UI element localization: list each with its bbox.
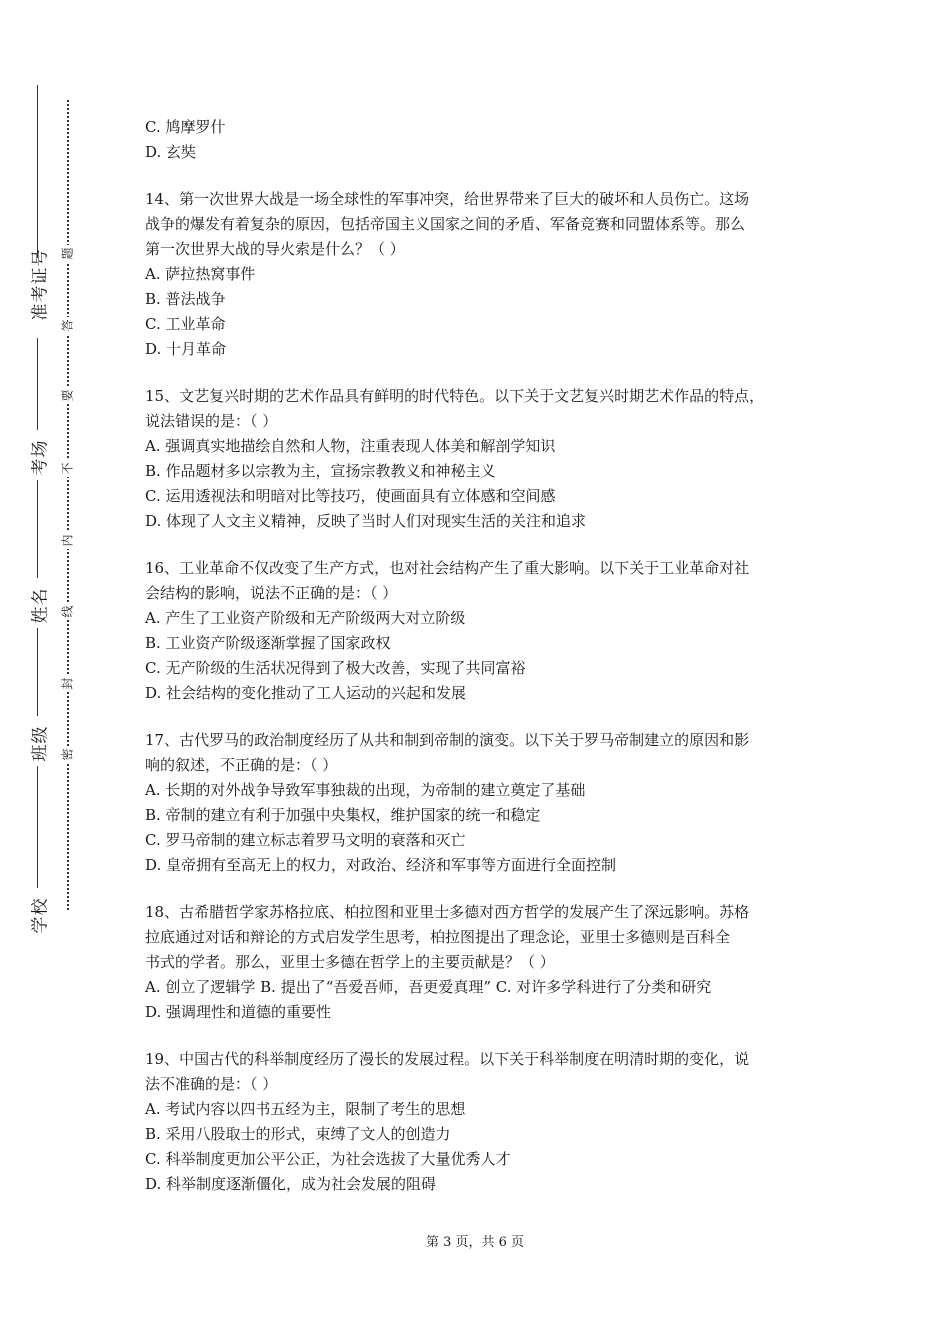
previous-question-options bbox=[145, 115, 825, 165]
seal-dotted-line bbox=[67, 100, 69, 910]
question-content bbox=[145, 115, 825, 1219]
option: A. 创立了逻辑学 B. 提出了“吾爱吾师，吾更爱真理” C. 对许多学科进行了分类和研究 bbox=[145, 978, 712, 996]
option: B. 工业资产阶级逐渐掌握了国家政权 bbox=[145, 634, 391, 652]
option: C. 运用透视法和明暗对比等技巧，使画面具有立体感和空间感 bbox=[145, 487, 556, 505]
question-stem: 响的叙述，不正确的是：（ ） bbox=[145, 756, 338, 774]
question-stem: 书式的学者。那么，亚里士多德在哲学上的主要贡献是？（ ） bbox=[145, 953, 555, 971]
question-stem: 14、第一次世界大战是一场全球性的军事冲突，给世界带来了巨大的破坏和人员伤亡。这场 bbox=[145, 190, 750, 208]
option: C. 科举制度更加公平公正，为社会选拔了大量优秀人才 bbox=[145, 1150, 511, 1168]
school-label: 学校 bbox=[18, 888, 58, 938]
question-17 bbox=[145, 728, 825, 878]
question-stem: 15、文艺复兴时期的艺术作品具有鲜明的时代特色。以下关于文艺复兴时期艺术作品的特点， bbox=[145, 387, 765, 405]
seal-char: 不 bbox=[58, 460, 76, 477]
seal-char: 密 bbox=[58, 746, 76, 763]
seal-char: 线 bbox=[58, 603, 76, 620]
option: B. 帝制的建立有利于加强中央集权，维护国家的统一和稳定 bbox=[145, 806, 541, 824]
option: D. 强调理性和道德的重要性 bbox=[145, 1003, 332, 1021]
question-16 bbox=[145, 556, 825, 706]
binding-line bbox=[37, 85, 38, 925]
seal-char: 封 bbox=[58, 675, 76, 692]
question-stem: 拉底通过对话和辩论的方式启发学生思考，柏拉图提出了理念论，亚里士多德则是百科全 bbox=[145, 928, 731, 946]
question-stem: 法不准确的是：（ ） bbox=[145, 1075, 278, 1093]
seal-char: 题 bbox=[58, 245, 76, 262]
class-label: 班级 bbox=[18, 716, 58, 766]
option: D. 科举制度逐渐僵化，成为社会发展的阻碍 bbox=[145, 1175, 437, 1193]
question-stem: 16、工业革命不仅改变了生产方式，也对社会结构产生了重大影响。以下关于工业革命对社 bbox=[145, 559, 750, 577]
option: B. 作品题材多以宗教为主，宣扬宗教教义和神秘主义 bbox=[145, 462, 496, 480]
seal-char: 内 bbox=[58, 532, 76, 549]
exam-id-label: 准考证号 bbox=[18, 258, 58, 338]
page-footer: 第 3 页，共 6 页 bbox=[425, 1235, 525, 1250]
option: A. 萨拉热窝事件 bbox=[145, 265, 256, 283]
question-14 bbox=[145, 187, 825, 362]
question-stem: 会结构的影响，说法不正确的是：（ ） bbox=[145, 584, 398, 602]
option: D. 体现了人文主义精神，反映了当时人们对现实生活的关注和追求 bbox=[145, 512, 587, 530]
seal-char: 答 bbox=[58, 317, 76, 334]
exam-room-label: 考场 bbox=[18, 430, 58, 480]
option: B. 采用八股取士的形式，束缚了文人的创造力 bbox=[145, 1125, 451, 1143]
question-15 bbox=[145, 384, 825, 534]
option: D. 皇帝拥有至高无上的权力，对政治、经济和军事等方面进行全面控制 bbox=[145, 856, 617, 874]
name-label: 姓名 bbox=[18, 578, 58, 628]
option: D. 社会结构的变化推动了工人运动的兴起和发展 bbox=[145, 684, 467, 702]
question-stem: 战争的爆发有着复杂的原因，包括帝国主义国家之间的矛盾、军备竞赛和同盟体系等。那么 bbox=[145, 215, 746, 233]
option: A. 强调真实地描绘自然和人物，注重表现人体美和解剖学知识 bbox=[145, 437, 556, 455]
question-stem: 说法错误的是：（ ） bbox=[145, 412, 278, 430]
question-stem: 19、中国古代的科举制度经历了漫长的发展过程。以下关于科举制度在明清时期的变化，说 bbox=[145, 1050, 750, 1068]
question-19 bbox=[145, 1047, 825, 1197]
option: A. 长期的对外战争导致军事独裁的出现，为帝制的建立奠定了基础 bbox=[145, 781, 586, 799]
seal-char: 要 bbox=[58, 387, 76, 404]
question-stem: 第一次世界大战的导火索是什么？（ ） bbox=[145, 240, 405, 258]
option: D. 十月革命 bbox=[145, 340, 227, 358]
option: C. 工业革命 bbox=[145, 315, 226, 333]
option: C. 无产阶级的生活状况得到了极大改善，实现了共同富裕 bbox=[145, 659, 526, 677]
option: C. 罗马帝制的建立标志着罗马文明的衰落和灭亡 bbox=[145, 831, 466, 849]
option: A. 考试内容以四书五经为主，限制了考生的思想 bbox=[145, 1100, 466, 1118]
question-stem: 17、古代罗马的政治制度经历了从共和制到帝制的演变。以下关于罗马帝制建立的原因和影 bbox=[145, 731, 750, 749]
question-stem: 18、古希腊哲学家苏格拉底、柏拉图和亚里士多德对西方哲学的发展产生了深远影响。苏格 bbox=[145, 903, 750, 921]
question-18 bbox=[145, 900, 825, 1025]
option: D. 玄奘 bbox=[145, 143, 197, 161]
option: C. 鸠摩罗什 bbox=[145, 118, 226, 136]
option: B. 普法战争 bbox=[145, 290, 226, 308]
option: A. 产生了工业资产阶级和无产阶级两大对立阶级 bbox=[145, 609, 466, 627]
